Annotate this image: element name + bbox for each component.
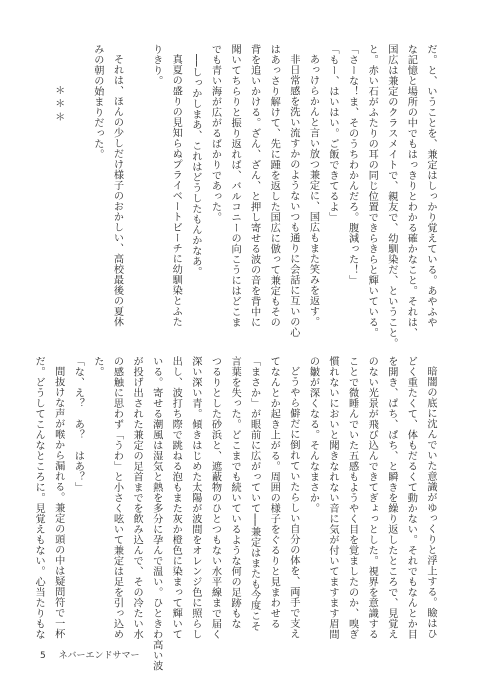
text-line: 背を追いかける。ざん、ざん、と押し寄せる波の音を背中に: [248, 44, 260, 328]
text-line: つるりとした砂浜と、遮蔽物のひとつもない水平線まで届く: [209, 356, 221, 640]
text-line: 「もー、はいはい。ご飯できてるよ」: [327, 44, 339, 223]
text-line: の感触に思わず「うわ」と小さく呟いて兼定は足を引っ込め: [111, 356, 123, 640]
text-line: どく重たくて、体もだるくて動かない。それでもなんとか目: [405, 356, 417, 640]
text-line: 非日常感を洗い流すかのようないつも通りに会話に互いの心: [287, 54, 299, 338]
text-line: 聞いてちらりと振り返れば、バルコニーの向こうにはどこま: [229, 44, 241, 328]
text-line: りきり。: [150, 44, 162, 86]
text-line: のない光景が飛び込んできてぎょっとした。視界を意識する: [366, 356, 378, 640]
text-line: はあっさり解けて、先に踵を返した国広に倣って兼定もその: [268, 44, 280, 328]
text-line: あっけらかんと言い放つ兼定に、国広もまた笑みを返す。: [307, 54, 319, 328]
running-title: ネバーエンドサマー: [58, 651, 140, 661]
section-break: ＊＊＊: [52, 84, 64, 125]
text-line: どうやら僻だに倒れていたらしい自分の体を、両手で支え: [287, 366, 299, 640]
text-line: 深い深い青。傾きはじめた太陽が波間をオレンジ色に照らし: [189, 356, 201, 640]
text-line: みの朝の始まりだった。: [91, 44, 103, 160]
text-line: 国広は兼定のクラスメイトで、親友で、幼馴染だ、ということ。: [385, 44, 397, 349]
text-line: 「さーな！ま、そのうちわかんだろ。腹減った！」: [346, 44, 358, 286]
page-footer: [40, 648, 150, 661]
text-line: を開き、ぱち、ぱち、と瞬きを繰り返したところで、見覚え: [385, 356, 397, 640]
text-line: それは、ほんの少しだけ様子のおかしい、高校最後の夏休: [111, 54, 123, 328]
text-line: 出し、波打ち際で跳ねる泡もまた灰か橙色に染まって輝いて: [170, 356, 182, 640]
text-line: だ。どうしてこんなところに。見覚えもない。心当たりもな: [33, 356, 45, 640]
text-line: の皺が深くなる。そんなまさか。: [307, 356, 319, 514]
text-line: 真夏の盛りの見知らぬプライベートビーチに幼馴染とふた: [170, 54, 182, 328]
text-line: と。赤い石がふたりの耳の同じ位置できらきらと輝いている。: [366, 44, 378, 338]
text-line: な記憶と場所の中でもはっきりとわかる確かなこと。それは、: [405, 44, 417, 338]
text-line: 「まさか」が眼前に広がっていて──兼定はまたも今度こそ: [248, 356, 260, 632]
text-line: ことで微睡んでいた五感もようやく目を覚ましたのか、嗅ぎ: [346, 356, 358, 640]
text-line: ──しっかしまあ、これはどうしたもんかなあ。: [189, 54, 201, 278]
text-line: 暗闇の底に沈んでいた意識がゆっくりと浮上する。瞼はひ: [425, 366, 436, 640]
text-line: [68, 44, 88, 324]
text-line: が投げ出された兼定の足首までを飲み込んで、その冷たい水: [131, 356, 143, 640]
page-number: 5: [40, 651, 46, 661]
text-line: 「な、え？ あ？ はあ？」: [72, 356, 84, 493]
text-line: た。: [91, 356, 103, 377]
text-line: だ。と、いうことを、兼定はしっかり覚えている。あやふや: [425, 44, 436, 328]
text-line: いる。寄せる潮風は湿気と熱を多分に孕んで温い。ひときわ高い波: [150, 356, 162, 671]
text-line: 言葉を失った。どこまでも続いているような何の足跡もな: [229, 356, 241, 629]
text-line: てなんとか起き上がる。周囲の様子をぐるりと見まわせる: [268, 356, 280, 629]
text-line: でも青い海が広がるばかりであった。: [209, 44, 221, 223]
text-line: 慣れないにおいと聞きなれない音に気が付いてますます眉間: [327, 356, 339, 640]
text-line: 間抜けな声が喉から漏れる。兼定の頭の中は疑問符で一杯: [52, 366, 64, 640]
upper-text-block: [44, 44, 440, 349]
text-line: [127, 44, 147, 324]
